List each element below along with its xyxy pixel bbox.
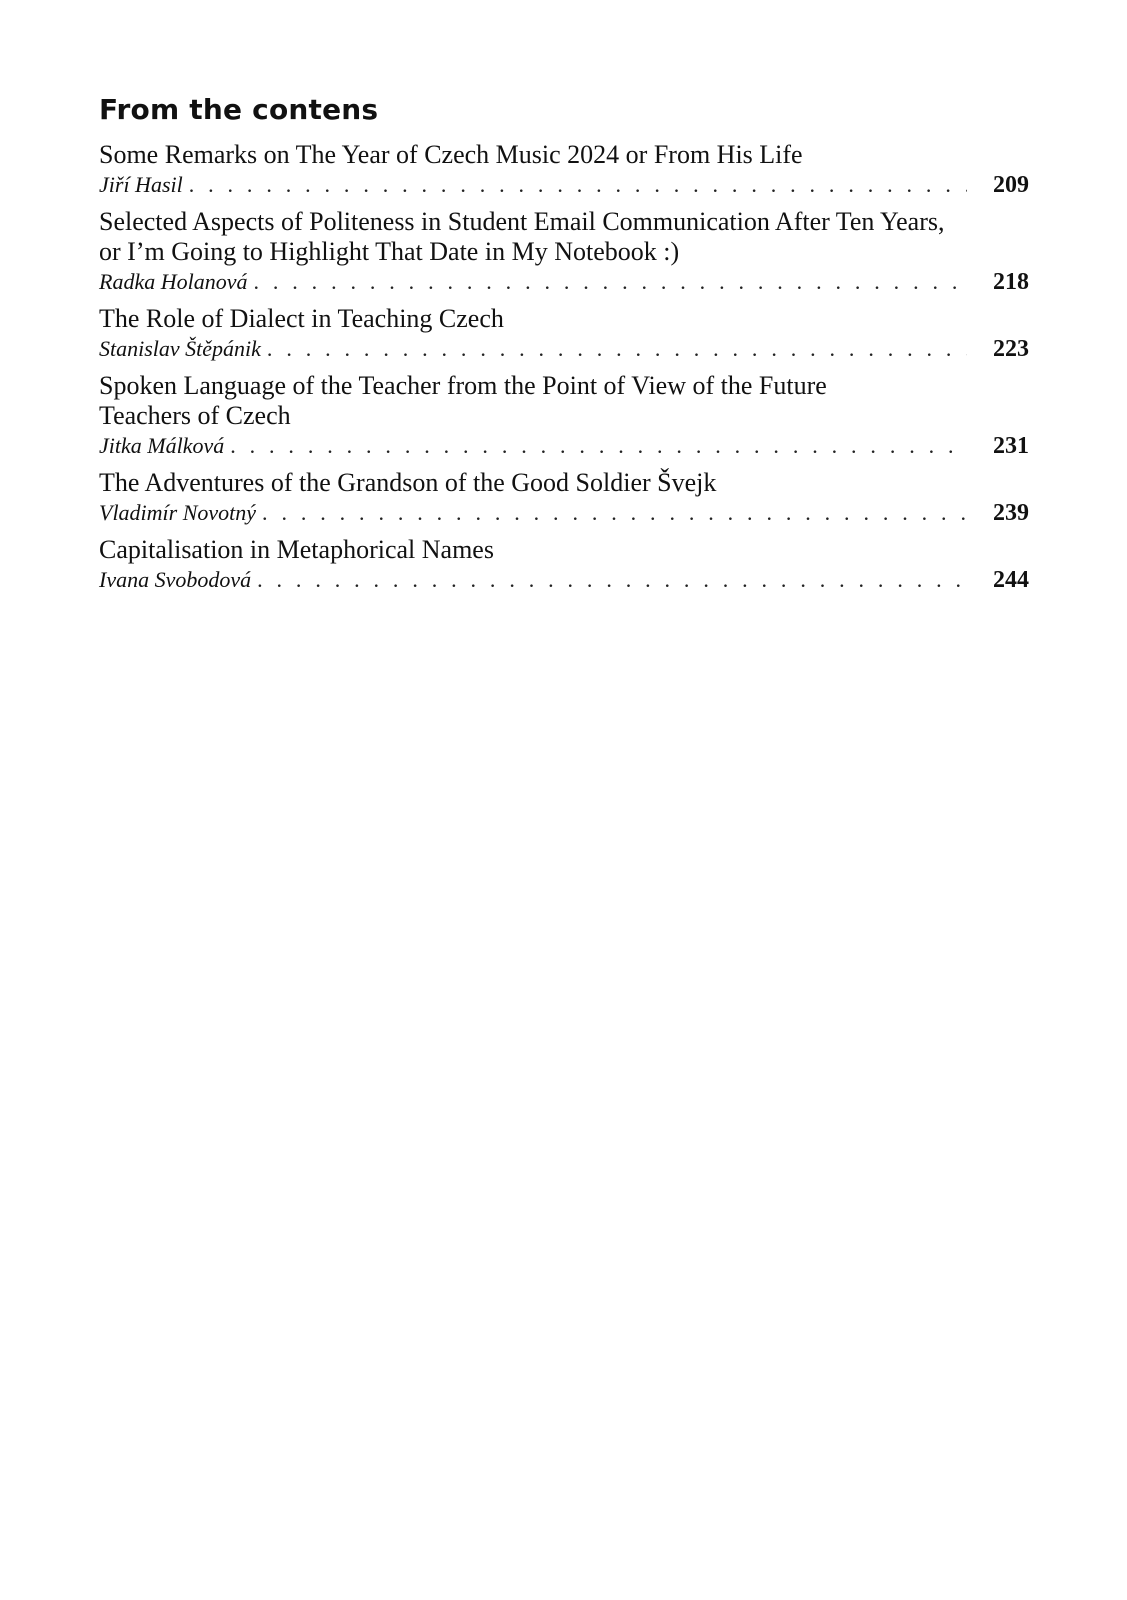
article-title: Some Remarks on The Year of Czech Music 2024 or From His Life [99,140,803,169]
article-author: Jiří Hasil [99,172,183,197]
article-author: Radka Holanová [99,269,248,294]
page-number: 218 [993,269,1029,295]
page-number: 231 [993,433,1029,459]
page-number: 209 [993,172,1029,198]
article-author: Stanislav Štěpánik [99,336,261,361]
dot-leader [257,565,967,595]
dot-leader [189,170,967,200]
toc-entry[interactable] [99,140,1029,200]
article-title: The Adventures of the Grandson of the Good Soldier Švejk [99,468,717,497]
article-title: The Role of Dialect in Teaching Czech [99,304,504,333]
author-row [99,565,1029,595]
toc-entry[interactable] [99,304,1029,364]
toc-entry[interactable] [99,371,1029,461]
article-author: Vladimír Novotný [99,500,257,525]
toc-entry[interactable] [99,535,1029,595]
contents-page [99,90,1029,602]
author-row [99,334,1029,364]
article-title: Selected Aspects of Politeness in Student Email Communication After Ten Years, or I’m Going to Highlight That Date in My Notebook :) [99,207,945,266]
author-row [99,431,1029,461]
article-author: Ivana Svobodová [99,567,252,592]
article-author: Jitka Málková [99,433,225,458]
page-number: 239 [993,500,1029,526]
article-title: Capitalisation in Metaphorical Names [99,535,494,564]
author-row [99,498,1029,528]
page-number: 223 [993,336,1029,362]
page-number: 244 [993,567,1029,593]
table-of-contents [99,140,1029,595]
dot-leader [253,267,967,297]
author-row [99,170,1029,200]
toc-entry[interactable] [99,468,1029,528]
article-title: Spoken Language of the Teacher from the Point of View of the Future Teachers of Czech [99,371,827,430]
dot-leader [230,431,967,461]
dot-leader [262,498,967,528]
dot-leader [267,334,967,364]
contents-heading: From the contens [99,93,379,126]
toc-entry[interactable] [99,207,1029,297]
author-row [99,267,1029,297]
